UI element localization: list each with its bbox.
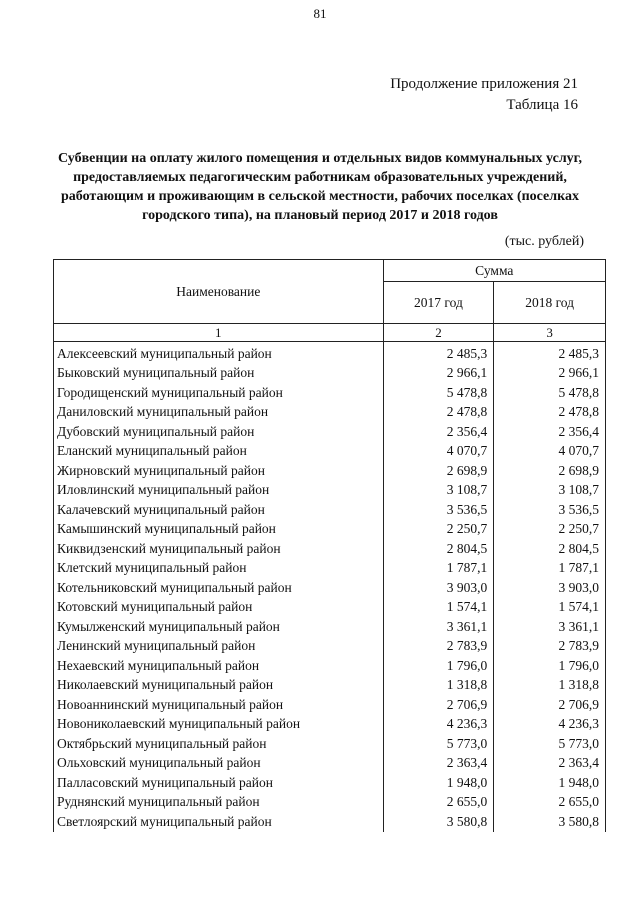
district-name: Алексеевский муниципальный район	[54, 342, 384, 364]
table-row	[54, 403, 606, 423]
district-name: Новониколаевский муниципальный район	[54, 715, 384, 735]
district-name: Котельниковский муниципальный район	[54, 578, 384, 598]
appendix-continuation: Продолжение приложения 21	[390, 76, 578, 92]
amount-2017: 2 698,9	[383, 461, 494, 481]
district-name: Клетский муниципальный район	[54, 559, 384, 579]
table-row	[54, 812, 606, 832]
amount-2017: 3 108,7	[383, 481, 494, 501]
table-row	[54, 481, 606, 501]
amount-2018: 3 361,1	[494, 617, 606, 637]
district-name: Светлоярский муниципальный район	[54, 812, 384, 832]
amount-2018: 2 706,9	[494, 695, 606, 715]
table-row	[54, 773, 606, 793]
amount-2018: 5 478,8	[494, 383, 606, 403]
table-row	[54, 695, 606, 715]
amount-2018: 2 363,4	[494, 754, 606, 774]
district-name: Иловлинский муниципальный район	[54, 481, 384, 501]
table-row	[54, 754, 606, 774]
subsidies-table	[53, 259, 606, 832]
district-name: Котовский муниципальный район	[54, 598, 384, 618]
amount-2018: 1 796,0	[494, 656, 606, 676]
amount-2017: 2 485,3	[383, 342, 494, 364]
amount-2017: 2 478,8	[383, 403, 494, 423]
table-row	[54, 500, 606, 520]
units-label: (тыс. рублей)	[504, 234, 584, 249]
amount-2017: 2 804,5	[383, 539, 494, 559]
amount-2018: 1 948,0	[494, 773, 606, 793]
amount-2018: 2 966,1	[494, 364, 606, 384]
table-row	[54, 422, 606, 442]
table-row	[54, 383, 606, 403]
district-name: Руднянский муниципальный район	[54, 793, 384, 813]
amount-2017: 4 236,3	[383, 715, 494, 735]
header-year-2018: 2018 год	[494, 282, 606, 324]
amount-2018: 2 356,4	[494, 422, 606, 442]
table-row	[54, 637, 606, 657]
district-name: Кумылженский муниципальный район	[54, 617, 384, 637]
amount-2018: 2 655,0	[494, 793, 606, 813]
table-row	[54, 598, 606, 618]
table-row	[54, 364, 606, 384]
amount-2018: 4 070,7	[494, 442, 606, 462]
table-row	[54, 342, 606, 364]
district-name: Ленинский муниципальный район	[54, 637, 384, 657]
table-row	[54, 578, 606, 598]
amount-2017: 1 318,8	[383, 676, 494, 696]
amount-2017: 2 783,9	[383, 637, 494, 657]
table-row	[54, 793, 606, 813]
district-name: Дубовский муниципальный район	[54, 422, 384, 442]
amount-2017: 1 574,1	[383, 598, 494, 618]
district-name: Палласовский муниципальный район	[54, 773, 384, 793]
amount-2017: 1 796,0	[383, 656, 494, 676]
table-row	[54, 734, 606, 754]
amount-2017: 3 536,5	[383, 500, 494, 520]
amount-2018: 2 485,3	[494, 342, 606, 364]
column-number-1: 1	[54, 324, 384, 342]
amount-2017: 2 363,4	[383, 754, 494, 774]
district-name: Быковский муниципальный район	[54, 364, 384, 384]
district-name: Калачевский муниципальный район	[54, 500, 384, 520]
amount-2018: 3 903,0	[494, 578, 606, 598]
amount-2018: 2 698,9	[494, 461, 606, 481]
district-name: Ольховский муниципальный район	[54, 754, 384, 774]
amount-2017: 5 478,8	[383, 383, 494, 403]
amount-2018: 2 804,5	[494, 539, 606, 559]
amount-2017: 2 655,0	[383, 793, 494, 813]
table-row	[54, 461, 606, 481]
table-row	[54, 676, 606, 696]
amount-2018: 4 236,3	[494, 715, 606, 735]
amount-2018: 2 783,9	[494, 637, 606, 657]
amount-2017: 3 903,0	[383, 578, 494, 598]
table-row	[54, 539, 606, 559]
district-name: Новоаннинский муниципальный район	[54, 695, 384, 715]
table-row	[54, 442, 606, 462]
district-name: Еланский муниципальный район	[54, 442, 384, 462]
table-body	[54, 342, 606, 832]
table-row	[54, 656, 606, 676]
amount-2018: 3 580,8	[494, 812, 606, 832]
header-sum: Сумма	[383, 260, 605, 282]
table-label: Таблица 16	[506, 97, 578, 113]
column-number-3: 3	[494, 324, 606, 342]
table-row	[54, 617, 606, 637]
amount-2017: 2 706,9	[383, 695, 494, 715]
amount-2018: 2 478,8	[494, 403, 606, 423]
amount-2018: 2 250,7	[494, 520, 606, 540]
district-name: Нехаевский муниципальный район	[54, 656, 384, 676]
page-number: 81	[313, 6, 327, 21]
amount-2018: 1 787,1	[494, 559, 606, 579]
table-row	[54, 715, 606, 735]
amount-2017: 1 787,1	[383, 559, 494, 579]
table-row	[54, 520, 606, 540]
amount-2017: 2 356,4	[383, 422, 494, 442]
document-title: Субвенции на оплату жилого помещения и отдельных видов коммунальных услуг, предоставляемых педагогическим работникам образовательных учреждений, работающим и проживающим в сельской местности, рабочих поселках (поселках городского типа), на плановый период 2017 и 2018 годов	[58, 151, 582, 223]
amount-2018: 1 318,8	[494, 676, 606, 696]
amount-2017: 5 773,0	[383, 734, 494, 754]
district-name: Даниловский муниципальный район	[54, 403, 384, 423]
amount-2017: 1 948,0	[383, 773, 494, 793]
amount-2017: 2 250,7	[383, 520, 494, 540]
amount-2017: 3 580,8	[383, 812, 494, 832]
district-name: Николаевский муниципальный район	[54, 676, 384, 696]
amount-2017: 2 966,1	[383, 364, 494, 384]
amount-2017: 4 070,7	[383, 442, 494, 462]
amount-2018: 3 108,7	[494, 481, 606, 501]
district-name: Октябрьский муниципальный район	[54, 734, 384, 754]
column-number-2: 2	[383, 324, 494, 342]
amount-2018: 3 536,5	[494, 500, 606, 520]
district-name: Камышинский муниципальный район	[54, 520, 384, 540]
table-row	[54, 559, 606, 579]
amount-2018: 5 773,0	[494, 734, 606, 754]
district-name: Городищенский муниципальный район	[54, 383, 384, 403]
header-name: Наименование	[54, 260, 384, 324]
district-name: Жирновский муниципальный район	[54, 461, 384, 481]
header-year-2017: 2017 год	[383, 282, 494, 324]
amount-2018: 1 574,1	[494, 598, 606, 618]
amount-2017: 3 361,1	[383, 617, 494, 637]
district-name: Киквидзенский муниципальный район	[54, 539, 384, 559]
